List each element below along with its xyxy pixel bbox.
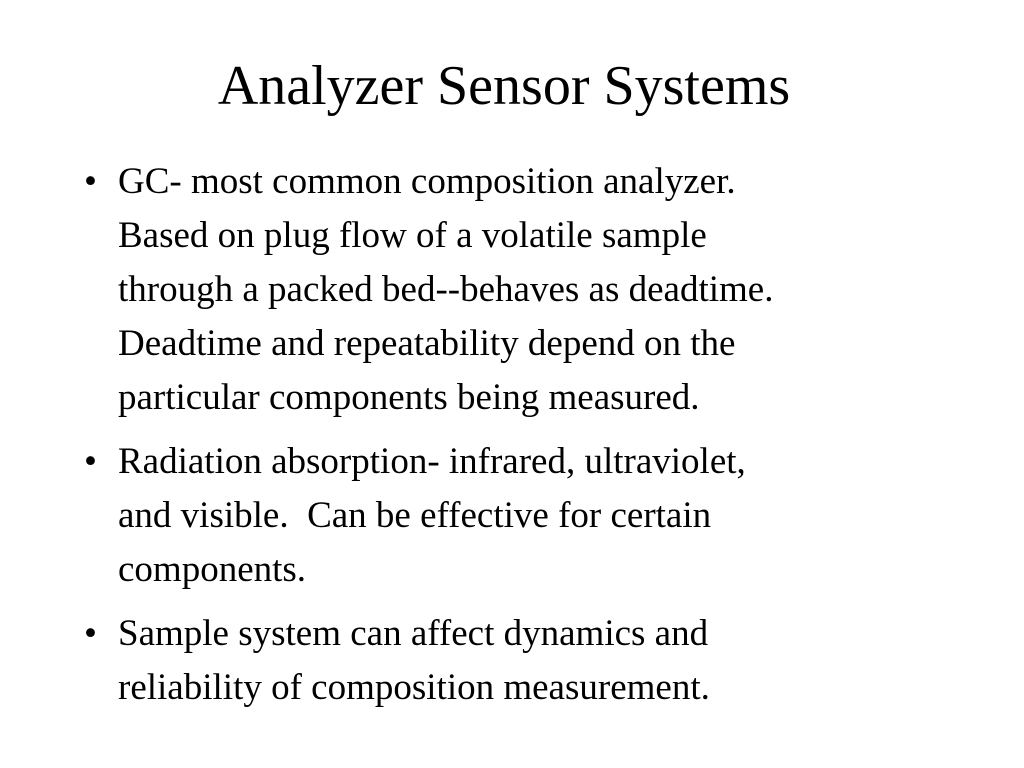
bullet-item xyxy=(84,155,984,425)
bullet-text-line: particular components being measured. xyxy=(118,377,700,418)
bullet-text-line: Sample system can affect dynamics and xyxy=(118,613,709,654)
bullet-text-line: GC- most common composition analyzer. xyxy=(118,161,736,202)
bullet-text-line: Deadtime and repeatability depend on the xyxy=(118,323,736,364)
bullet-icon: • xyxy=(84,613,97,654)
bullet-text-line: components. xyxy=(118,549,307,590)
bullet-list xyxy=(84,155,984,725)
bullet-item xyxy=(84,435,984,597)
bullet-icon: • xyxy=(84,441,97,482)
bullet-text-line: Based on plug flow of a volatile sample xyxy=(118,215,707,256)
bullet-text-line: and visible. Can be effective for certain xyxy=(118,495,712,536)
bullet-text-line: reliability of composition measurement. xyxy=(118,667,710,708)
bullet-item xyxy=(84,607,984,715)
bullet-text-line: Radiation absorption- infrared, ultraviolet, xyxy=(118,441,746,482)
bullet-text-line: through a packed bed--behaves as deadtime. xyxy=(118,269,774,310)
slide-title: Analyzer Sensor Systems xyxy=(217,55,791,117)
bullet-icon: • xyxy=(84,161,97,202)
